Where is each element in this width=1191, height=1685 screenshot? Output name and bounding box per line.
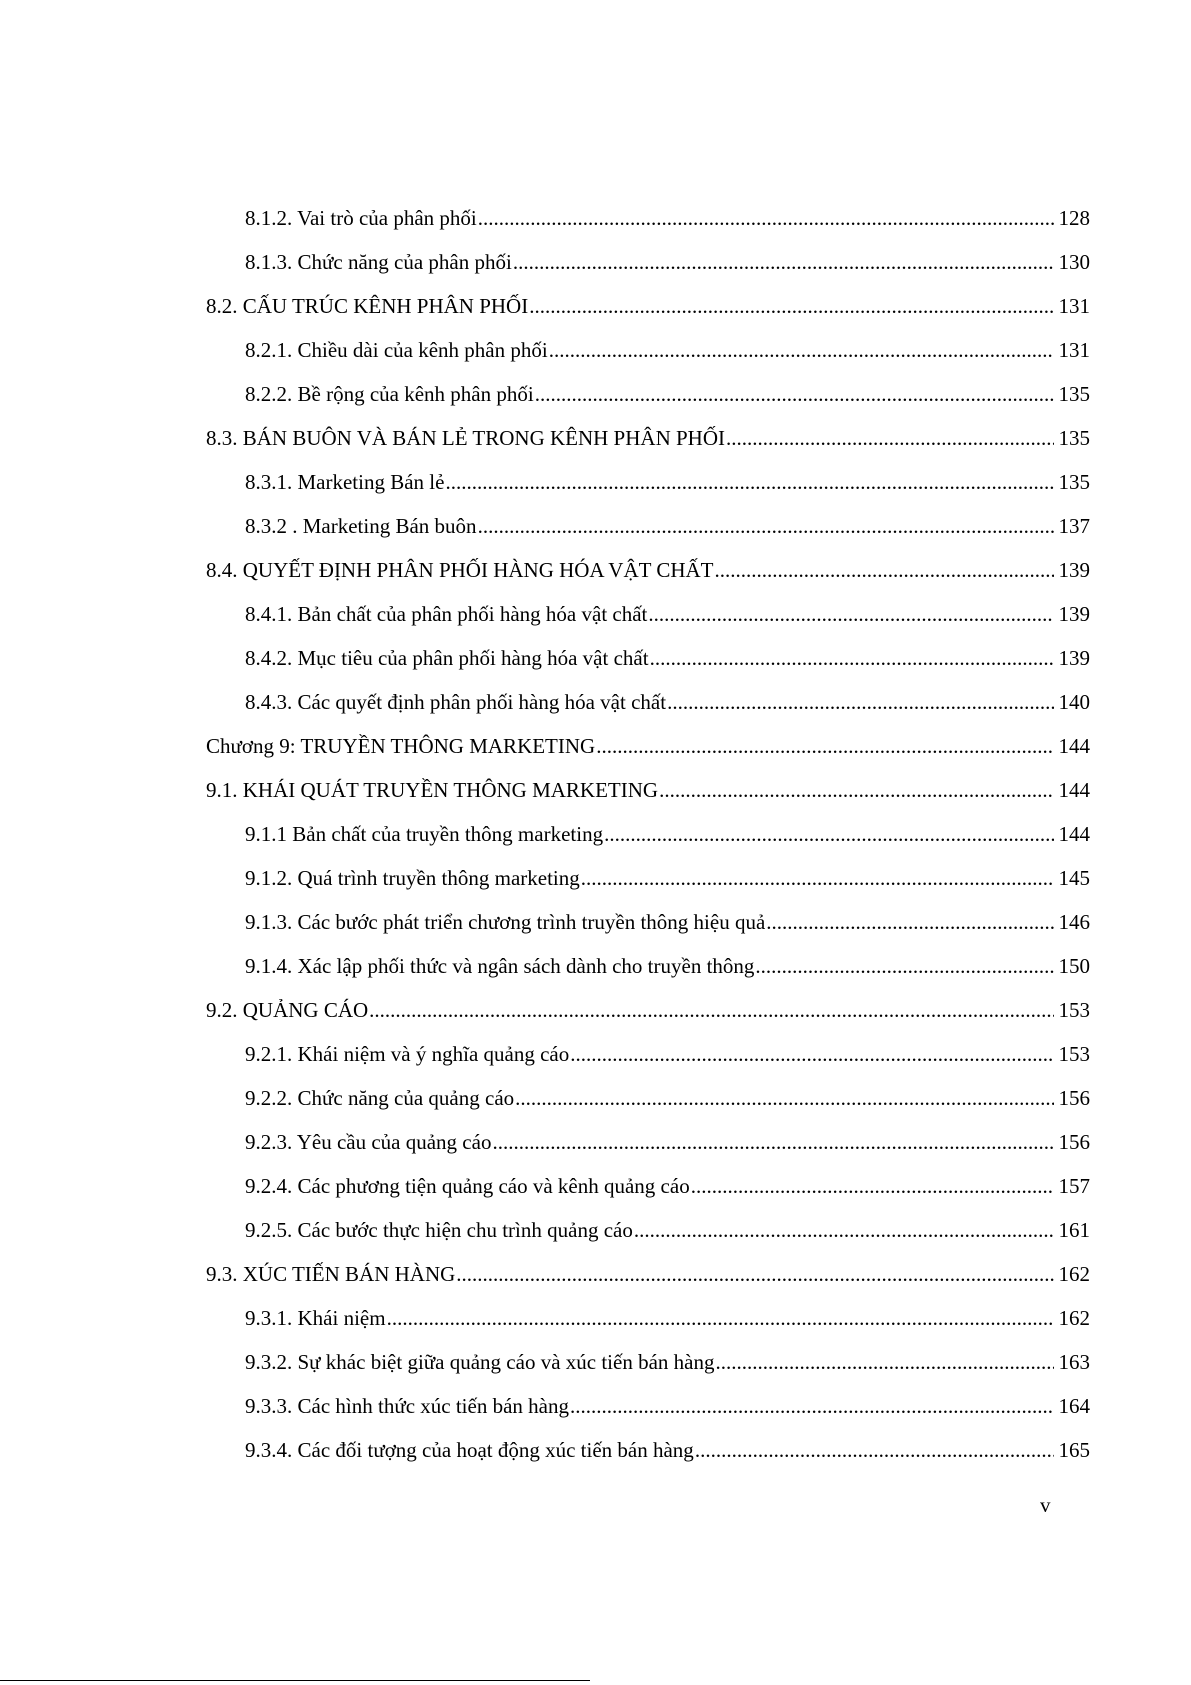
toc-entry[interactable] <box>206 1340 1090 1384</box>
toc-entry-page: 144 <box>1058 778 1090 802</box>
toc-entry-page: 161 <box>1058 1218 1090 1242</box>
toc-entry-page: 153 <box>1058 1042 1090 1066</box>
toc-entry-title: 9.2.4. Các phương tiện quảng cáo và kênh quảng cáo <box>245 1174 690 1198</box>
toc-entry[interactable] <box>206 1076 1090 1120</box>
toc-entry-page: 135 <box>1058 382 1090 406</box>
toc-entry[interactable] <box>206 240 1090 284</box>
toc-leader-dots <box>667 680 1054 724</box>
toc-leader-dots <box>596 724 1054 768</box>
toc-leader-dots <box>478 196 1054 240</box>
toc-entry-page: 153 <box>1058 998 1090 1022</box>
toc-entry-page: 139 <box>1058 646 1090 670</box>
toc-leader-dots <box>369 988 1054 1032</box>
toc-entry-page: 128 <box>1058 206 1090 230</box>
toc-leader-dots <box>456 1252 1054 1296</box>
toc-entry-page: 135 <box>1058 426 1090 450</box>
toc-entry[interactable] <box>206 1208 1090 1252</box>
toc-leader-dots <box>535 372 1054 416</box>
toc-leader-dots <box>648 592 1054 636</box>
toc-entry[interactable] <box>206 504 1090 548</box>
toc-entry[interactable] <box>206 680 1090 724</box>
toc-entry[interactable] <box>206 856 1090 900</box>
toc-entry-page: 135 <box>1058 470 1090 494</box>
toc-entry-title: 8.2. CẤU TRÚC KÊNH PHÂN PHỐI <box>206 294 529 318</box>
toc-entry-title: 9.3.3. Các hình thức xúc tiến bán hàng <box>245 1394 569 1418</box>
toc-entry-title: 8.4.2. Mục tiêu của phân phối hàng hóa vật chất <box>245 646 649 670</box>
toc-entry-title: 9.2. QUẢNG CÁO <box>206 998 369 1022</box>
toc-entry[interactable] <box>206 724 1090 768</box>
toc-leader-dots <box>513 240 1054 284</box>
toc-entry-page: 150 <box>1058 954 1090 978</box>
toc-entry-title: 9.1.4. Xác lập phối thức và ngân sách dành cho truyền thông <box>245 954 755 978</box>
toc-entry-title: 9.3. XÚC TIẾN BÁN HÀNG <box>206 1262 456 1286</box>
toc-entry-page: 165 <box>1058 1438 1090 1462</box>
toc-entry-page: 162 <box>1058 1262 1090 1286</box>
toc-entry[interactable] <box>206 284 1090 328</box>
toc-entry-page: 139 <box>1058 602 1090 626</box>
toc-leader-dots <box>478 504 1054 548</box>
toc-leader-dots <box>726 416 1054 460</box>
toc-entry[interactable] <box>206 548 1090 592</box>
toc-entry-title: 9.3.2. Sự khác biệt giữa quảng cáo và xúc tiến bán hàng <box>245 1350 715 1374</box>
toc-entry-title: 8.1.3. Chức năng của phân phối <box>245 250 512 274</box>
toc-entry[interactable] <box>206 328 1090 372</box>
toc-entry-page: 145 <box>1058 866 1090 890</box>
toc-entry-page: 144 <box>1058 734 1090 758</box>
toc-entry-page: 139 <box>1058 558 1090 582</box>
toc-leader-dots <box>570 1384 1054 1428</box>
toc-entry[interactable] <box>206 1120 1090 1164</box>
toc-entry[interactable] <box>206 768 1090 812</box>
toc-leader-dots <box>691 1164 1054 1208</box>
toc-entry-title: 9.2.1. Khái niệm và ý nghĩa quảng cáo <box>245 1042 570 1066</box>
toc-leader-dots <box>581 856 1054 900</box>
toc-entry[interactable] <box>206 196 1090 240</box>
toc-entry-page: 164 <box>1058 1394 1090 1418</box>
toc-entry-page: 131 <box>1058 338 1090 362</box>
toc-entry-page: 157 <box>1058 1174 1090 1198</box>
toc-entry-title: Chương 9: TRUYỀN THÔNG MARKETING <box>206 734 596 758</box>
toc-entry[interactable] <box>206 460 1090 504</box>
toc-entry-title: 8.4. QUYẾT ĐỊNH PHÂN PHỐI HÀNG HÓA VẬT CHẤT <box>206 558 714 582</box>
toc-entry[interactable] <box>206 944 1090 988</box>
toc-entry-title: 8.2.2. Bề rộng của kênh phân phối <box>245 382 534 406</box>
toc-entry[interactable] <box>206 988 1090 1032</box>
toc-entry-title: 8.4.3. Các quyết định phân phối hàng hóa vật chất <box>245 690 667 714</box>
toc-leader-dots <box>695 1428 1054 1472</box>
toc-entry[interactable] <box>206 416 1090 460</box>
toc-leader-dots <box>549 328 1054 372</box>
table-of-contents <box>206 196 1090 1472</box>
toc-entry-title: 8.3.1. Marketing Bán lẻ <box>245 470 445 494</box>
toc-entry-title: 8.2.1. Chiều dài của kênh phân phối <box>245 338 548 362</box>
toc-leader-dots <box>445 460 1054 504</box>
toc-entry-page: 156 <box>1058 1130 1090 1154</box>
toc-entry-page: 130 <box>1058 250 1090 274</box>
toc-entry-page: 163 <box>1058 1350 1090 1374</box>
toc-leader-dots <box>659 768 1054 812</box>
toc-entry[interactable] <box>206 1428 1090 1472</box>
toc-entry-page: 144 <box>1058 822 1090 846</box>
toc-entry[interactable] <box>206 592 1090 636</box>
toc-leader-dots <box>755 944 1054 988</box>
toc-entry-title: 8.3. BÁN BUÔN VÀ BÁN LẺ TRONG KÊNH PHÂN PHỐI <box>206 426 725 450</box>
toc-entry-title: 9.2.3. Yêu cầu của quảng cáo <box>245 1130 492 1154</box>
toc-leader-dots <box>715 1340 1054 1384</box>
toc-entry[interactable] <box>206 1164 1090 1208</box>
toc-leader-dots <box>650 636 1054 680</box>
toc-entry-page: 137 <box>1058 514 1090 538</box>
footer-rule <box>0 1680 590 1681</box>
toc-leader-dots <box>387 1296 1054 1340</box>
toc-entry-title: 8.3.2 . Marketing Bán buôn <box>245 514 477 538</box>
toc-entry[interactable] <box>206 1296 1090 1340</box>
toc-leader-dots <box>570 1032 1054 1076</box>
toc-entry-title: 9.3.4. Các đối tượng của hoạt động xúc tiến bán hàng <box>245 1438 694 1462</box>
toc-entry-page: 156 <box>1058 1086 1090 1110</box>
toc-leader-dots <box>529 284 1054 328</box>
toc-entry[interactable] <box>206 1252 1090 1296</box>
page-number: v <box>1040 1493 1051 1517</box>
toc-entry-title: 9.1.2. Quá trình truyền thông marketing <box>245 866 580 890</box>
toc-entry-title: 9.1.3. Các bước phát triển chương trình truyền thông hiệu quả <box>245 910 766 934</box>
toc-entry-title: 8.4.1. Bản chất của phân phối hàng hóa vật chất <box>245 602 648 626</box>
toc-entry[interactable] <box>206 900 1090 944</box>
toc-entry[interactable] <box>206 636 1090 680</box>
toc-entry-page: 162 <box>1058 1306 1090 1330</box>
toc-entry-title: 8.1.2. Vai trò của phân phối <box>245 206 477 230</box>
toc-entry-page: 131 <box>1058 294 1090 318</box>
toc-leader-dots <box>715 548 1054 592</box>
toc-entry-page: 146 <box>1058 910 1090 934</box>
toc-entry[interactable] <box>206 1384 1090 1428</box>
toc-entry-title: 9.2.2. Chức năng của quảng cáo <box>245 1086 515 1110</box>
toc-entry-title: 9.2.5. Các bước thực hiện chu trình quảng cáo <box>245 1218 633 1242</box>
toc-leader-dots <box>766 900 1054 944</box>
toc-leader-dots <box>634 1208 1054 1252</box>
toc-entry[interactable] <box>206 812 1090 856</box>
toc-leader-dots <box>604 812 1054 856</box>
toc-entry-title: 9.1. KHÁI QUÁT TRUYỀN THÔNG MARKETING <box>206 778 659 802</box>
toc-entry-title: 9.1.1 Bản chất của truyền thông marketing <box>245 822 604 846</box>
toc-leader-dots <box>515 1076 1054 1120</box>
toc-entry[interactable] <box>206 1032 1090 1076</box>
toc-entry[interactable] <box>206 372 1090 416</box>
toc-entry-title: 9.3.1. Khái niệm <box>245 1306 386 1330</box>
toc-entry-page: 140 <box>1058 690 1090 714</box>
toc-leader-dots <box>492 1120 1054 1164</box>
